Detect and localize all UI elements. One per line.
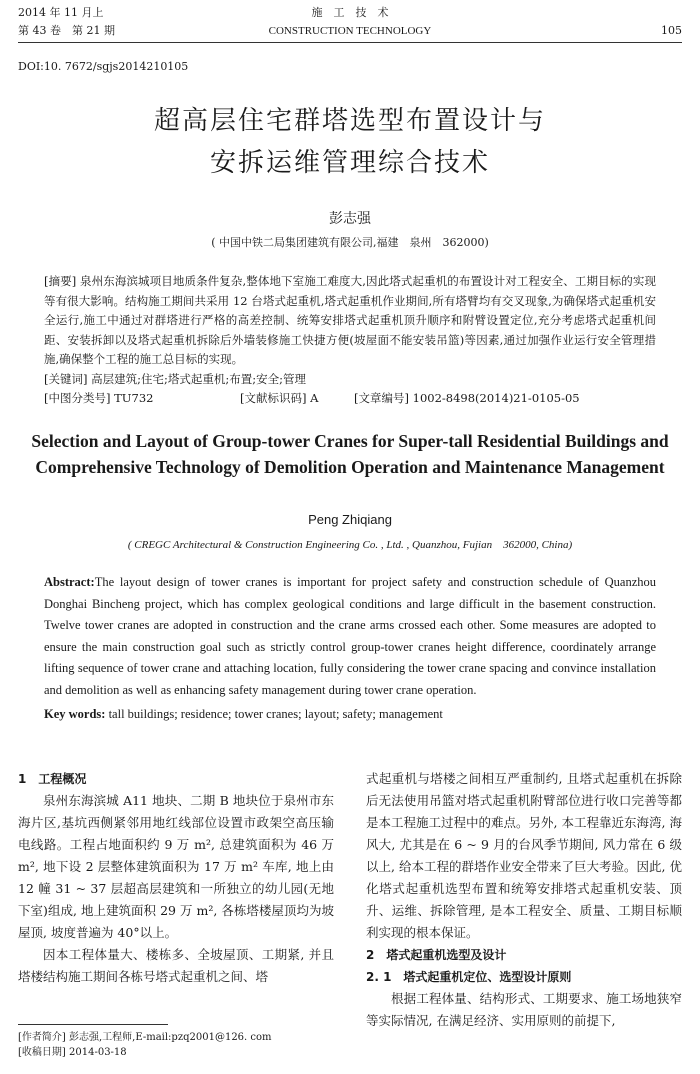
clc-label: [中图分类号] xyxy=(44,391,111,405)
abstract-en-text: The layout design of tower cranes is important for project safety and construction schedule of Quanzhou Donghai Bincheng project, which has complex geological conditions and large difficult in the basement construction. Twelve tower cranes are adopted in construction and the crane arms crossed each other. Some measures are adopted to ensure the main construction goal such as strictly control group-tower cranes height difference, coordinately arrange lifting sequence of tower crane and attaching location, fully considering the tower crane spacing and convince installation and demolition as well as enhancing safety management during tower crane operation. xyxy=(44,575,656,697)
journal-title-cn: 施 工 技 术 xyxy=(311,6,389,19)
doc-code-label: [文献标识码] xyxy=(240,391,307,405)
keywords-cn: 高层建筑;住宅;塔式起重机;布置;安全;管理 xyxy=(91,371,307,386)
doc-code: A xyxy=(310,391,319,405)
section-2-heading: 2 塔式起重机选型及设计 xyxy=(366,948,507,962)
abstract-cn-label: [摘要] xyxy=(44,274,77,288)
footnote-rule xyxy=(18,1024,168,1025)
title-cn-line2: 安拆运维管理综合技术 xyxy=(209,148,490,178)
footnote-author-text: 彭志强,工程师,E-mail:pzq2001@126. com xyxy=(69,1032,272,1043)
keywords-en-label: Key words: xyxy=(44,707,106,721)
doi: DOI:10. 7672/sgjs2014210105 xyxy=(18,60,189,73)
article-no: 1002-8498(2014)21-0105-05 xyxy=(412,391,580,405)
body-paragraph: 因本工程体量大、楼栋多、全坡屋顶、工期紧, 并且塔楼结构施工期间各栋号塔式起重机之间、塔 xyxy=(18,947,334,984)
body-left-column xyxy=(18,768,334,988)
abstract-en xyxy=(44,572,656,726)
footnote-author-label: [作者简介] xyxy=(18,1032,66,1043)
body-paragraph: 根据工程体量、结构形式、工期要求、施工场地狭窄等实际情况, 在满足经济、实用原则的前提下, xyxy=(366,991,682,1028)
abstract-en-label: Abstract: xyxy=(44,575,95,589)
keywords-cn-label: [关键词] xyxy=(44,371,88,386)
body-right-column xyxy=(366,768,682,1032)
header-rule xyxy=(18,42,682,43)
title-cn-line1: 超高层住宅群塔选型布置设计与 xyxy=(153,106,546,136)
footnote-received-text: 2014-03-18 xyxy=(69,1047,127,1058)
footnote-author xyxy=(18,1030,272,1045)
clc: TU732 xyxy=(114,391,154,405)
volume-issue: 第 43 卷 第 21 期 xyxy=(18,24,115,37)
article-no-label: [文章编号] xyxy=(354,391,409,405)
author-en: Peng Zhiqiang xyxy=(308,512,392,527)
footnote-received-label: [收稿日期] xyxy=(18,1047,66,1058)
section-1-heading: 1 工程概况 xyxy=(18,772,87,786)
author-cn: 彭志强 xyxy=(329,211,371,227)
page-number: 105 xyxy=(661,24,682,37)
body-paragraph: 泉州东海滨城 A11 地块、二期 B 地块位于泉州市东海片区,基坑西侧紧邻用地红线部位设置市政架空高压输电线路。工程占地面积约 9 万 m², 总建筑面积为 46 万 m², 地下设 2 层整体建筑面积为 17 万 m² 车库, 地上由 12 幢 31 ~ 37 层超高层建筑和一所独立的幼儿园(无地下室)组成, 地上建筑面积 29 万 m², 各栋塔楼屋顶均为坡屋顶, 坡度普遍为 40°以上。 xyxy=(18,793,334,940)
affiliation-en: ( CREGC Architectural & Construction Engineering Co. , Ltd. , Quanzhou, Fujian 362000, China) xyxy=(127,539,573,551)
affiliation-cn: ( 中国中铁二局集团建筑有限公司,福建 泉州 362000) xyxy=(211,236,489,249)
issue-date: 2014 年 11 月上 xyxy=(18,6,104,19)
section-2-1-heading: 2. 1 塔式起重机定位、选型设计原则 xyxy=(366,970,572,984)
abstract-cn-text: 泉州东海滨城项目地质条件复杂,整体地下室施工难度大,因此塔式起重机的布置设计对工程安全、工期目标的实现等有很大影响。结构施工期间共采用 12 台塔式起重机,塔式起重机作业期间,所有塔臂均有交叉现象,为确保塔式起重机安全运行,施工中通过对群塔进行严格的高差控制、统筹安排塔式起重机顶升顺序和附臂设置定位,充分考虑塔式起重机间距、安装拆卸以及塔式起重机拆除后外墙装修施工快捷方便(坡屋面不能安装吊篮)等因素,通过加强作业运行安全管理措施,确保整个工程的施工总目标的实现。 xyxy=(44,274,656,366)
keywords-en: tall buildings; residence; tower cranes; layout; safety; management xyxy=(108,707,443,721)
footnote-received xyxy=(18,1045,127,1060)
journal-title-en: CONSTRUCTION TECHNOLOGY xyxy=(268,25,432,37)
title-en: Selection and Layout of Group-tower Cranes for Super-tall Residential Buildings and Comprehensive Technology of Demolition Operation and Maintenance Management xyxy=(31,431,669,477)
abstract-cn xyxy=(44,272,656,409)
body-paragraph: 式起重机与塔楼之间相互严重制约, 且塔式起重机在拆除后无法使用吊篮对塔式起重机附臂部位进行收口完善等都是本工程施工过程中的难点。另外, 本工程靠近东海湾, 海风大, 尤其是在 6 ~ 9 月的台风季节期间, 风力常在 6 级以上, 给本工程的群塔作业安全带来了巨大考验。因此, 优化塔式起重机选型布置和统筹安排塔式起重机安装、顶升、运维、拆除管理, 是本工程安全、质量、工期目标顺利实现的根本保证。 xyxy=(366,771,682,940)
